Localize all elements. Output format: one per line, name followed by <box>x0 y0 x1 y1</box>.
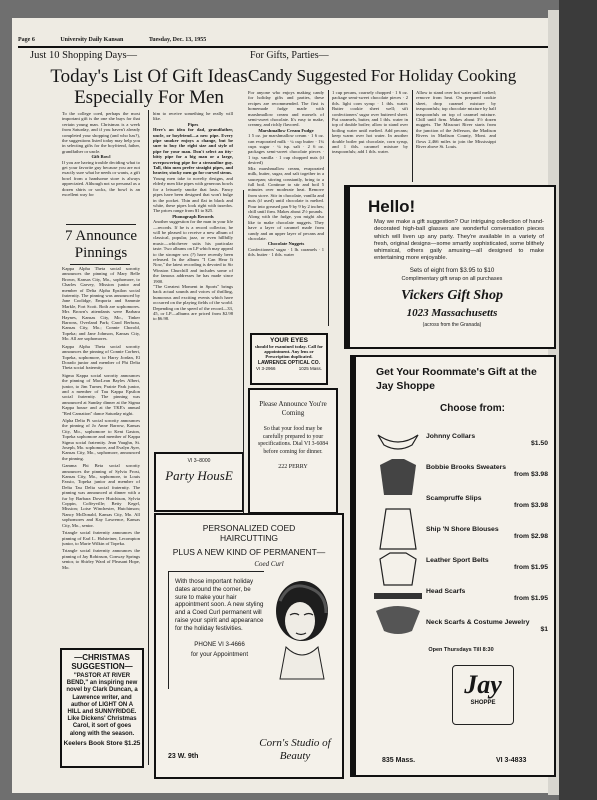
jay-address: 835 Mass. <box>382 757 416 764</box>
candy-col2: 1 cup pecans, coarsely chopped · 1 6 oz. package semi-sweet chocolate pieces · 2 tbls. light corn syrup · 1 tbls. water. Butter cookie sheet well; sift confectioners' sugar over buttered sheet. Put caramels, butter, and 1 tbls. water in top of double boiler; allow to stand over boiling water until melted. Add pecans; keep warm over hot water. In another double boiler put chocolate, corn syrup, and 1 tbls. caramel mixture by teaspoonfuls; add 1 tbls. water. <box>332 90 408 155</box>
corn-studio-name: Corn's Studio of Beauty <box>259 737 331 762</box>
nuggets-intro: Along with the fudge, you might also like to make chocolate nuggets. They have a layer of caramel made from candy and an upper layer of pecans and chocolate. <box>248 214 324 241</box>
vickers-body: May we make a gift suggestion? Our intriguing collection of hand-decorated high-ball glasses are wonderful conversation pieces which will liven up any party. They're available in a variety of fresh, original designs—some smartly sophisticated, some blithely whimsical, others gaily amusing—all designed to make entertaining more enjoyable. <box>374 219 544 262</box>
jay-item <box>426 619 548 633</box>
woman-portrait-illustration <box>266 571 338 681</box>
jay-item-price: $1.50 <box>530 440 548 447</box>
notice-address: 222 PERRY <box>278 464 308 470</box>
candy-intro: For anyone who enjoys making candy for holiday gifts and parties, these recipes are recommended. The first is homemade fudge made with marshmallow cream and morsels of semi-sweet chocolate. It's easy to make, creamy, and richly flavored. <box>248 90 324 128</box>
jay-logo-script: Jay <box>464 670 502 699</box>
corns-beauty-ad <box>154 513 344 779</box>
jay-item <box>426 526 548 540</box>
dining-notice-ad <box>248 388 338 514</box>
records-heading: Phonograph Records <box>172 213 214 219</box>
keelers-ad <box>60 648 144 768</box>
pinning-theta-2: Kappa Alpha Theta social sorority announces the pinning of Connie Corbert, Topeka, sophomore, to Harry Jordan, El Dorado junior and member of Phi Delta Theta social fraternity. <box>62 343 140 371</box>
divider <box>70 264 130 265</box>
jay-item-name: Leather Sport Belts <box>426 557 489 564</box>
fudge-heading: Marshmallow Cream Fudge <box>258 127 314 133</box>
gift-continued: him to receive something he really will like. <box>153 111 233 122</box>
jay-item <box>426 557 548 571</box>
notice-body: So that your food may be carefully prepared to your specifications. Dial VI 3-6084 before coming for dinner. <box>257 426 329 455</box>
column-rule <box>328 90 329 326</box>
column-rule <box>412 90 413 182</box>
jay-item <box>426 464 548 478</box>
keelers-ad-footer: Keelers Book Store $1.25 <box>63 739 141 747</box>
optical-footer <box>252 366 326 371</box>
party-house-name: Party HousE <box>165 468 233 483</box>
keelers-ad-body: "PASTOR AT RIVER BEND," an inspiring new novel by Clark Duncan, a Lawrence writer, and author of LIGHT ON A HILL and SUNNYRIDGE. Like Dickens' Christmas Carol, it sort of goes along with the season. <box>66 673 138 737</box>
keelers-ad-title: —CHRISTMAS SUGGESTION— <box>71 653 133 671</box>
gift-kicker: Just 10 Shopping Days— <box>30 50 138 61</box>
optical-name: LAWRENCE OPTICAL CO. <box>257 359 321 366</box>
jay-title: Get Your Roommate's Gift at the Jay Shoppe <box>376 366 537 392</box>
corn-body: With those important holiday dates around the corner, be sure to make your hair appointment soon. A new styling and a Coed Curl permanent will raise your spirit and appearance for the holiday festivities. <box>175 578 264 632</box>
corn-script: Coed Curl <box>254 560 284 568</box>
gift-col2 <box>153 111 233 446</box>
column-rule <box>243 190 244 520</box>
jay-item-name: Ship 'N Shore Blouses <box>426 526 499 533</box>
column-rule <box>148 110 149 765</box>
jay-item-name: Johnny Collars <box>426 433 476 440</box>
party-house-ad <box>154 452 244 512</box>
pinning-sigma-kappa: Sigma Kappa social sorority announces the pinning of MacLean Bayles Albert, junior, to Jim Turner, Prairie Park junior, and a member of Tau Kappa Epsilon social fraternity. The pinning was announced at Sunday dinner at the Sigma Kappa house and at the TKE's annual "Red Carnation" dance Saturday night. <box>62 372 140 416</box>
jay-shoppe-ad <box>350 355 556 777</box>
pinning-gamma-phi: Gamma Phi Beta social sorority announces the pinning of Sylvia Frost, Kansas City, Mo., sophomore, to Louis Fassio, Topeka junior and member of Delta Tau Delta social fraternity. The pinning was announced at dinner with a fur by Barbara Dover Hutchison, Sylvia Coppin, Coffeyville; Betty Kegel, Mission; Loise Winchester, Hutchinson; Nancy McDonald, Kansas City, Mo. All sophomores and Kay Lawrence, Kansas City, Mo., senior. <box>62 463 140 528</box>
gift-intro-text: To the college coed, perhaps the most important gift is the one she buys for that certain young man. Christmas is a week from Saturday, and if you haven't already completed your shopping (and who has?), the suggestions listed today may help you in selecting gifts for the boyfriend, father, grandfather or uncle. <box>62 111 140 154</box>
sweater-icon <box>380 459 416 495</box>
jay-item <box>426 433 548 447</box>
party-house-phone: VI 3–8000 <box>187 458 211 464</box>
fudge-method: Mix marshmallow cream, evaporated milk, butter, sugar, and salt together in a saucepan; stirring constantly, bring to a full boil. Continue to stir and boil 5 minutes over moderate heat. Remove from stove. Stir in chocolate, vanilla and nuts (if used) until chocolate is melted. Pour into greased pan 9 by 9 by 2 inches; chill until firm. Makes about 2½ pounds. <box>248 165 324 214</box>
jay-item <box>426 588 548 602</box>
optical-ad <box>250 333 328 385</box>
optical-body: should be examined today. Call for appointment. Any lens or Prescription duplicated. <box>254 344 324 360</box>
pinning-triangle-2: Triangle social fraternity announces the pinning of Jay Robinson, Conway Springs senior, to Shirley Ward of Pleasant Hope, Mo. <box>62 548 140 570</box>
jay-item-price: $1 <box>540 626 548 633</box>
gift-bowl-text: If you are having trouble deciding what to get your favorite guy because you are not exactly sure what he needs or wants, a gift bowl from a handsome store is always appreciated. Although not so personal as a dozen shirts or socks, the bowl is an excellent way for <box>62 159 140 198</box>
pinnings-headline: 7 Announce Pinnings <box>64 228 138 261</box>
corn-headline: PERSONALIZED COED HAIRCUTTING <box>202 523 296 543</box>
corn-subheadline: PLUS A NEW KIND OF PERMANENT— <box>172 547 326 557</box>
optical-heading: YOUR EYES <box>270 337 308 344</box>
candy-kicker: For Gifts, Parties— <box>250 50 329 61</box>
vickers-price: Sets of eight from $3.95 to $10 <box>409 266 495 274</box>
optical-address: 1025 Mass. <box>298 365 322 371</box>
pipes-text: Young men take to novelty designs, and elderly men like pipes with generous bowls for a leisurely smoke that lasts. Fancy pipes have been designed that won't bulge in the pocket. Thin and flat in black and white, these pipes look right with tuxedos. The prices range from $1 to $25. <box>153 175 233 214</box>
masthead <box>18 37 358 45</box>
corn-phone: PHONE VI 3-4666 <box>194 640 245 648</box>
jay-item-price: from $2.98 <box>513 533 548 540</box>
jay-item-price: from $1.95 <box>513 564 548 571</box>
pipes-intro: Here's an idea for dad, grandfather, uncle, or boyfriend—a new pipe. Every pipe smoker enjoys a change, but be sure to buy the right size and style of pipe for your man. Don't select an itty-bitty pipe for a big man or a large, overpowering pipe for a streamline guy. Tall, thin men prefer straight pipes, and heavier, stocky men go for curved stems. <box>153 127 233 176</box>
candy-col1 <box>248 90 324 330</box>
gift-bowl-heading: Gift Bowl <box>91 154 111 160</box>
pinning-theta-1: Kappa Alpha Theta social sorority announces the pinning of Mary Belle Brown, Kansas City, Mo., sophomore, to Charles Garvey, Mission junior and member of Delta Alpha Epsilon social fraternity. The pinning was announced by Jane Coolidge, Emporia and Sammie Markle, Fort Scott. Both are sophomores. Mrs Brown's attendants were Barbara Haynes, Kansas City, Mo., Tinker Barrons, Overland Park; Carol Berbrau, Kansas City, Mo.; Connie Chorold, Topeka; and Jane Johnson, Kansas City, Mo. All are sophomores. <box>62 266 140 342</box>
notice-headline: Please Announce You're Coming <box>259 400 327 417</box>
jay-phone: VI 3-4833 <box>496 757 527 764</box>
scan-border <box>559 0 597 800</box>
jay-item-list <box>426 433 548 650</box>
masthead-rule <box>18 46 548 48</box>
vickers-hello: Hello! <box>368 197 416 216</box>
corn-phone-note: for your Appointment <box>190 651 249 659</box>
collar-icon <box>378 435 418 449</box>
candy-headline: Candy Suggested For Holiday Cooking <box>248 66 517 85</box>
divider <box>66 224 136 225</box>
jay-item <box>426 495 548 509</box>
corn-address: 23 W. 9th <box>168 753 199 760</box>
candy-col3: Allow to stand over hot water until melted; remove from heat. On prepared cookie sheet, drop caramel mixture by teaspoonfuls; top chocolate mixture by half teaspoonfuls on top of caramel mixture. Chill until firm. Makes about 3½ dozen nuggets. The Missouri River starts from the junction of the Jefferson, the Madison Rivers in Madison County, Mont. and flows 2,466 miles to join the Mississippi River above St. Louis. <box>416 90 496 150</box>
jay-item-name: Neck Scarfs & Costume Jewelry <box>426 619 530 626</box>
vickers-location-note: (across from the Granada) <box>422 321 482 328</box>
gift-headline: Today's List Of Gift Ideas Especially For Men <box>50 66 248 108</box>
jay-item-price: from $1.95 <box>513 595 548 602</box>
records-text: Another suggestion for the man in your life—records. If he is a record collector, he will be pleased to receive a new album of classical, popular, jazz, or even hillbilly music—whichever suits his particular taste. Two albums on LP which may appeal to the stronger sex (?) have recently been released. In the album "I Can Hear It Now," the latest recording is devoted to Sir Winston Churchill and includes some of the famous addresses he has made since 1900. <box>153 219 233 284</box>
vickers-gift-ad <box>344 185 556 349</box>
pinnings-body <box>62 266 140 636</box>
jay-item-name: Bobbie Brooks Sweaters <box>426 464 507 471</box>
jay-item-price: from $3.98 <box>513 471 548 478</box>
gift-intro <box>62 111 140 221</box>
vickers-address: 1023 Massachusetts <box>406 306 498 319</box>
nuggets-heading: Chocolate Nuggets <box>267 241 305 247</box>
pinning-triangle-1: Triangle social fraternity announces the pinning of Earl L. Holsteiner, Lecompton junior, to Marie Wilkin of Topeka. <box>62 530 140 546</box>
corn-copy-box <box>168 571 264 689</box>
vickers-name: Vickers Gift Shop <box>401 287 503 303</box>
belt-icon <box>374 593 422 599</box>
fudge-ingredients: 1 5 oz. jar marshmallow cream · 1 6 oz. can evaporated milk · ¼ cup butter · 1¾ cups sugar · ¼ tsp. salt · 2 6 oz. packages semi-sweet chocolate pieces · 1 tsp. vanilla · 1 cup chopped nuts (if desired) <box>248 133 324 166</box>
jay-item-name: Head Scarfs <box>426 588 466 595</box>
nuggets-ingredients: Confectioners' sugar · 1 lb. caramels · 1 tbls. butter · 1 tbls. water <box>248 246 324 258</box>
pinning-adpi: Alpha Delta Pi social sorority announces the pinning of Jo Anne Barrow, Kansas City, Mo., sophomore to Kent Gaston, Topeka sophomore and member of Kappa Sigma social fraternity. Jean Vaughn, St. Joseph, Mo. sophomore, and Evalyn Ayer, Kansas City, Mo., sophomore, announced the pinning. <box>62 417 140 461</box>
issue-date: Tuesday, Dec. 13, 1955 <box>148 37 207 43</box>
jay-logo <box>452 665 514 725</box>
blouse-icon <box>380 553 416 585</box>
jay-choose-heading: Choose from: <box>440 403 505 414</box>
records-text-2: "The Greatest Moment in Sports" brings back actual sounds and voices of thrilling, humorous and exciting events which have occurred on the playing fields of the world. Depending on the speed of the record—33, 45, or LP—albums are priced from $2.98 to $6.98. <box>153 284 233 322</box>
jay-item-price: from $3.98 <box>513 502 548 509</box>
jay-item-name: Scampruffe Slips <box>426 495 482 502</box>
vickers-wrap-note: Complimentary gift wrap on all purchases <box>401 275 503 282</box>
jay-hours: Open Thursdays Till 8:30 <box>428 647 494 653</box>
slip-icon <box>380 509 416 549</box>
paper-name: University Daily Kansan <box>60 37 124 43</box>
page-label: Page 6 <box>18 37 35 43</box>
optical-phone: VI 3-2966 <box>256 365 276 371</box>
jay-product-illustrations <box>370 425 426 641</box>
scarf-icon <box>376 606 420 634</box>
pipes-heading: Pipes <box>187 121 199 127</box>
jay-logo-sub: SHOPPE <box>470 700 496 706</box>
